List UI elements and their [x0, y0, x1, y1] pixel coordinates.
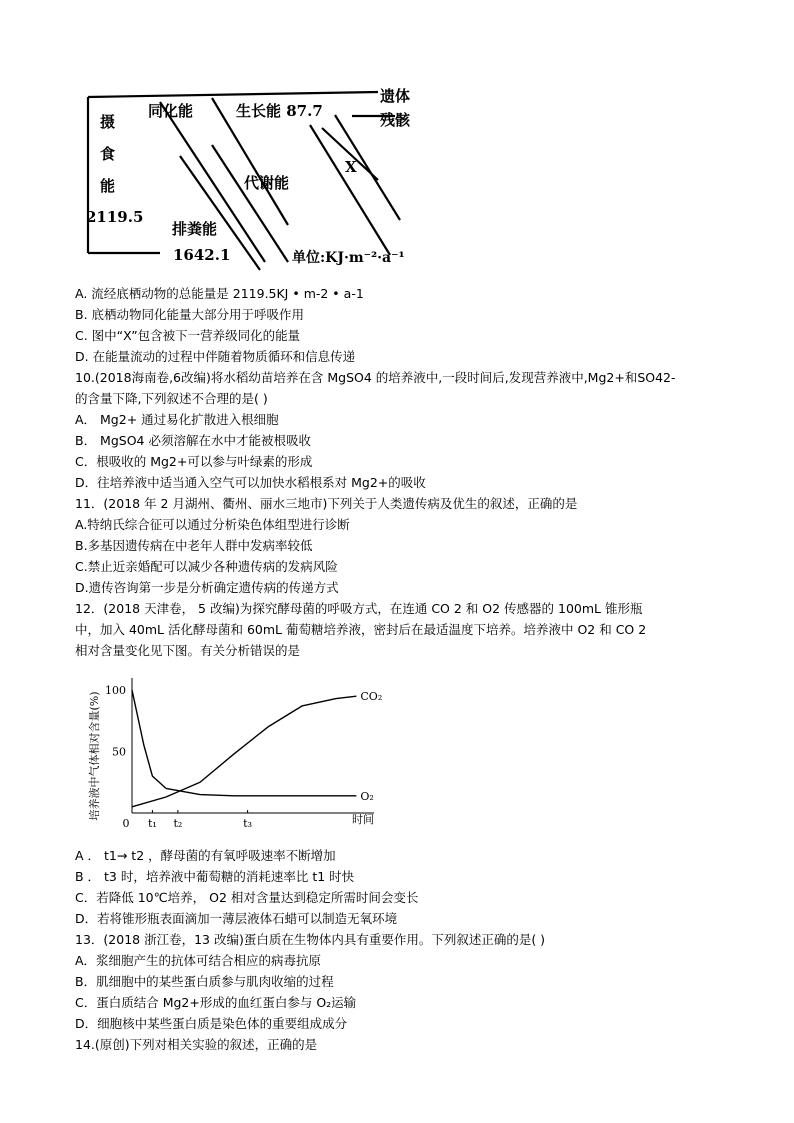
q11-option-a: A.特纳氏综合征可以通过分析染色体组型进行诊断 [75, 517, 350, 532]
q13-option-a: A．浆细胞产生的抗体可结合相应的病毒抗原 [75, 953, 322, 968]
q9-option-a: A. 流经底栖动物的总能量是 2119.5KJ • m-2 • a-1 [75, 286, 364, 301]
x-label: X [345, 158, 357, 176]
q13-stem: 13．(2018 浙江卷，13 改编)蛋白质在生物体内具有重要作用。下列叙述正确的是( ) [75, 932, 546, 947]
y-tick-label: 50 [112, 745, 126, 759]
y-axis-label: 培养液中气体相对含量(%) [88, 691, 101, 821]
q12-stem-line3: 相对含量变化见下图。有关分析错误的是 [75, 643, 301, 658]
series-label-co2: CO₂ [360, 690, 383, 704]
ingested-energy-label: 摄 食 能 [100, 113, 116, 195]
q13-option-d: D．细胞核中某些蛋白质是染色体的重要组成成分 [75, 1016, 348, 1031]
series-label-o2: O₂ [360, 789, 374, 803]
feces-energy-label: 排粪能 [172, 220, 218, 238]
q10-stem-line1: 10.(2018海南卷,6改编)将水稻幼苗培养在含 MgSO4 的培养液中,一段时间后,发现营养液中,Mg2+和SO42- [75, 370, 676, 385]
q10-stem-line2: 的含量下降,下列叙述不合理的是( ) [75, 391, 268, 406]
q10-option-b: B． MgSO4 必须溶解在水中才能被根吸收 [75, 433, 311, 448]
growth-energy-label: 生长能 87.7 [236, 102, 323, 120]
q10-option-a: A． Mg2+ 通过易化扩散进入根细胞 [75, 412, 279, 427]
q10-option-c: C．根吸收的 Mg2+可以参与叶绿素的形成 [75, 454, 313, 469]
unit-label: 单位:KJ·m⁻²·a⁻¹ [292, 250, 405, 266]
series-line-co2 [132, 696, 356, 807]
x-axis-label: 时间 [352, 813, 374, 826]
q12-stem-line1: 12．(2018 天津卷， 5 改编)为探究酵母菌的呼吸方式，在连通 CO 2 和 O2 传感器的 100mL 锥形瓶 [75, 601, 643, 616]
x-tick-label: t₃ [243, 817, 253, 830]
q12-stem-line2: 中，加入 40mL 活化酵母菌和 60mL 葡萄糖培养液，密封后在最适温度下培养。培养液中 O2 和 CO 2 [75, 622, 647, 637]
chart-svg [86, 668, 406, 833]
x-tick-label: t₁ [147, 817, 157, 830]
y-tick-label: 100 [105, 684, 126, 697]
q10-option-d: D．往培养液中适当通入空气可以加快水稻根系对 Mg2+的吸收 [75, 475, 426, 490]
q12-option-d: D．若将锥形瓶表面滴加一薄层液体石蜡可以制造无氧环境 [75, 911, 398, 926]
ingested-energy-value: 2119.5 [86, 208, 144, 226]
q11-option-c: C.禁止近亲婚配可以减少各种遗传病的发病风险 [75, 559, 338, 574]
gas-content-chart [86, 668, 406, 833]
assimilated-energy-label: 同化能 [148, 102, 194, 120]
metabolic-energy-label: 代谢能 [244, 174, 290, 192]
feces-energy-value: 1642.1 [173, 246, 231, 264]
q12-option-c: C．若降低 10℃培养， O2 相对含量达到稳定所需时间会变长 [75, 890, 419, 905]
q14-stem: 14.(原创)下列对相关实验的叙述，正确的是 [75, 1037, 318, 1052]
energy-flow-diagram [60, 70, 420, 290]
q11-stem: 11．(2018 年 2 月湖州、衢州、丽水三地市)下列关于人类遗传病及优生的叙述，正确的是 [75, 496, 578, 511]
q11-option-b: B.多基因遗传病在中老年人群中发病率较低 [75, 538, 313, 553]
q12-option-b: B ． t3 时，培养液中葡萄糖的消耗速率比 t1 时快 [75, 869, 355, 884]
series-line-o2 [132, 690, 356, 796]
q9-option-c: C. 图中“X”包含被下一营养级同化的能量 [75, 328, 301, 343]
q9-option-d: D. 在能量流动的过程中伴随着物质循环和信息传递 [75, 349, 356, 364]
q12-option-a: A ． t1→ t2 ，酵母菌的有氧呼吸速率不断增加 [75, 848, 336, 863]
x-tick-label: t₂ [173, 817, 183, 830]
remains-label: 遗体 残骸 [380, 87, 411, 129]
q11-option-d: D.遗传咨询第一步是分析确定遗传病的传递方式 [75, 580, 339, 595]
q13-option-c: C．蛋白质结合 Mg2+形成的血红蛋白参与 O₂运输 [75, 995, 357, 1010]
q9-option-b: B. 底栖动物同化能量大部分用于呼吸作用 [75, 307, 305, 322]
q13-option-b: B．肌细胞中的某些蛋白质参与肌肉收缩的过程 [75, 974, 334, 989]
x-tick-label: 0 [122, 817, 130, 830]
